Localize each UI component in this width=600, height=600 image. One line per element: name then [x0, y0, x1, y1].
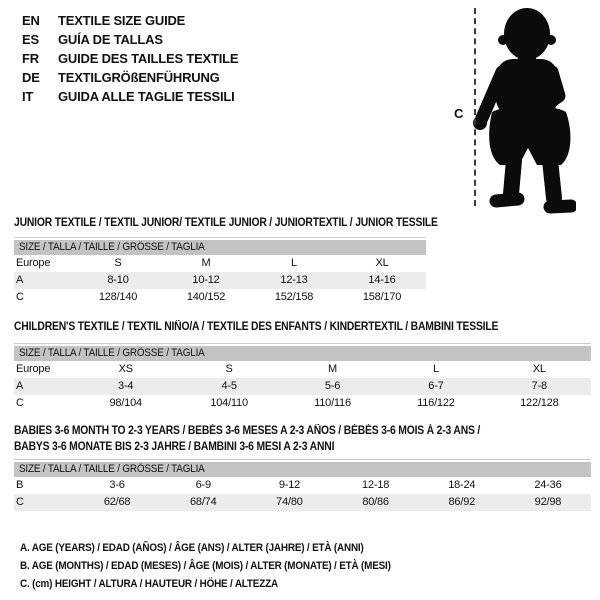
table-cell: 98/104 — [109, 397, 142, 409]
table-cell: 7-8 — [531, 380, 547, 392]
footnote-line: B. AGE (MONTHS) / EDAD (MESES) / ÂGE (MOIS) / ALTER (MONATE) / ETÀ (MESI) — [20, 560, 391, 572]
table-cell: L — [432, 363, 439, 375]
table-cell: S — [114, 257, 122, 269]
table-title-line: BABIES 3-6 MONTH TO 2-3 YEARS / BEBÉS 3-6 MESES A 2-3 AÑOS / BÉBÉS 3-6 MOIS À 2-3 ANS / — [14, 425, 481, 437]
row-label: C — [16, 291, 24, 303]
table-cell: 110/116 — [314, 397, 351, 409]
table-top-border — [14, 459, 591, 460]
language-code: ES — [22, 32, 39, 47]
table-title-line: JUNIOR TEXTILE / TEXTIL JUNIOR/ TEXTILE JUNIOR / JUNIORTEXTIL / JUNIOR TESSILE — [14, 217, 438, 229]
table-row — [14, 395, 591, 412]
table-row — [14, 289, 426, 306]
language-list — [22, 11, 238, 106]
language-code: EN — [22, 13, 40, 28]
height-measure-label: C — [454, 106, 464, 121]
table-cell: 6-9 — [195, 479, 211, 491]
table-cell: XL — [532, 363, 546, 375]
language-row — [22, 30, 238, 49]
table-cell: 8-10 — [107, 274, 129, 286]
table-cell: 62/68 — [103, 496, 131, 508]
table-title — [14, 423, 591, 455]
table-title-line: BABYS 3-6 MONATE BIS 2-3 JAHRE / BAMBINI 3-6 MESI A 2-3 ANNI — [14, 441, 335, 453]
table-cell: 10-12 — [192, 274, 220, 286]
table-cell: 3-6 — [109, 479, 125, 491]
footnote-line: C. (cm) HEIGHT / ALTURA / HAUTEUR / HÖHE / ALTEZZA — [20, 578, 278, 590]
language-title: GUIDE DES TAILLES TEXTILE — [58, 51, 239, 66]
language-title: TEXTILGRÖßENFÜHRUNG — [58, 70, 220, 85]
table-cell: 92/98 — [534, 496, 562, 508]
table-cell: 18-24 — [448, 479, 476, 491]
table-cell: L — [291, 257, 297, 269]
language-code: DE — [22, 70, 40, 85]
table-cell: 3-4 — [118, 380, 134, 392]
size-header-bar — [14, 346, 591, 361]
size-header-label: SIZE / TALLA / TAILLE / GRÖSSE / TAGLIA — [19, 463, 205, 475]
table-cell: 116/122 — [417, 397, 455, 409]
table-cell: 104/110 — [210, 397, 248, 409]
language-title: TEXTILE SIZE GUIDE — [58, 13, 186, 28]
size-header-bar — [14, 240, 426, 255]
toddler-silhouette-icon — [466, 2, 576, 217]
language-title: GUÍA DE TALLAS — [58, 32, 163, 47]
table-title-line: CHILDREN'S TEXTILE / TEXTIL NIÑO/A / TEXTILE DES ENFANTS / KINDERTEXTIL / BAMBINI TESSILE — [14, 321, 499, 333]
row-label: A — [16, 274, 24, 286]
babies-textile-table — [14, 423, 591, 511]
language-row — [22, 11, 238, 30]
table-cell: M — [328, 363, 337, 375]
row-label: Europe — [16, 257, 51, 269]
table-cell: 6-7 — [428, 380, 444, 392]
language-code: FR — [22, 51, 39, 66]
table-row — [14, 255, 426, 272]
table-cell: M — [201, 257, 211, 269]
footnote-legend — [20, 538, 600, 592]
table-cell: 140/152 — [186, 291, 226, 303]
table-row — [14, 378, 591, 395]
table-cell: 128/140 — [98, 291, 138, 303]
size-header-bar — [14, 462, 591, 477]
table-cell: XS — [118, 363, 133, 375]
table-cell: 4-5 — [221, 380, 237, 392]
table-cell: XL — [375, 257, 389, 269]
table-cell: 12-13 — [280, 274, 308, 286]
row-label: A — [16, 380, 24, 392]
row-label: Europe — [16, 363, 51, 375]
row-label: C — [16, 397, 24, 409]
table-cell: 24-36 — [534, 479, 562, 491]
table-cell: 68/74 — [189, 496, 217, 508]
table-cell: 86/92 — [448, 496, 476, 508]
table-title — [14, 319, 591, 335]
table-cell: 152/158 — [274, 291, 314, 303]
table-cell: 9-12 — [278, 479, 301, 491]
table-cell: 14-16 — [368, 274, 396, 286]
table-row — [14, 477, 591, 494]
footnote-line: A. AGE (YEARS) / EDAD (AÑOS) / ÂGE (ANS) / ALTER (JAHRE) / ETÀ (ANNI) — [20, 542, 364, 554]
junior-textile-table — [14, 215, 438, 306]
table-row — [14, 272, 426, 289]
table-cell: 12-18 — [362, 479, 390, 491]
size-header-label: SIZE / TALLA / TAILLE / GRÖSSE / TAGLIA — [19, 241, 205, 253]
table-cell: 80/86 — [362, 496, 389, 508]
table-row — [14, 494, 591, 511]
table-top-border — [14, 237, 426, 238]
language-row — [22, 68, 238, 87]
language-row — [22, 87, 238, 106]
childrens-textile-table — [14, 319, 591, 412]
language-title: GUIDA ALLE TAGLIE TESSILI — [58, 89, 235, 104]
row-label: B — [16, 479, 24, 491]
table-cell: 158/170 — [362, 291, 402, 303]
table-title — [14, 215, 438, 231]
table-cell: 122/128 — [520, 397, 559, 409]
table-top-border — [14, 343, 591, 344]
table-row — [14, 361, 591, 378]
table-cell: S — [225, 363, 233, 375]
table-cell: 74/80 — [276, 496, 303, 508]
row-label: C — [16, 496, 24, 508]
language-row — [22, 49, 238, 68]
size-header-label: SIZE / TALLA / TAILLE / GRÖSSE / TAGLIA — [19, 347, 205, 359]
height-measure-dashed-line — [474, 8, 476, 206]
table-cell: 5-6 — [324, 380, 341, 392]
language-code: IT — [22, 89, 34, 104]
